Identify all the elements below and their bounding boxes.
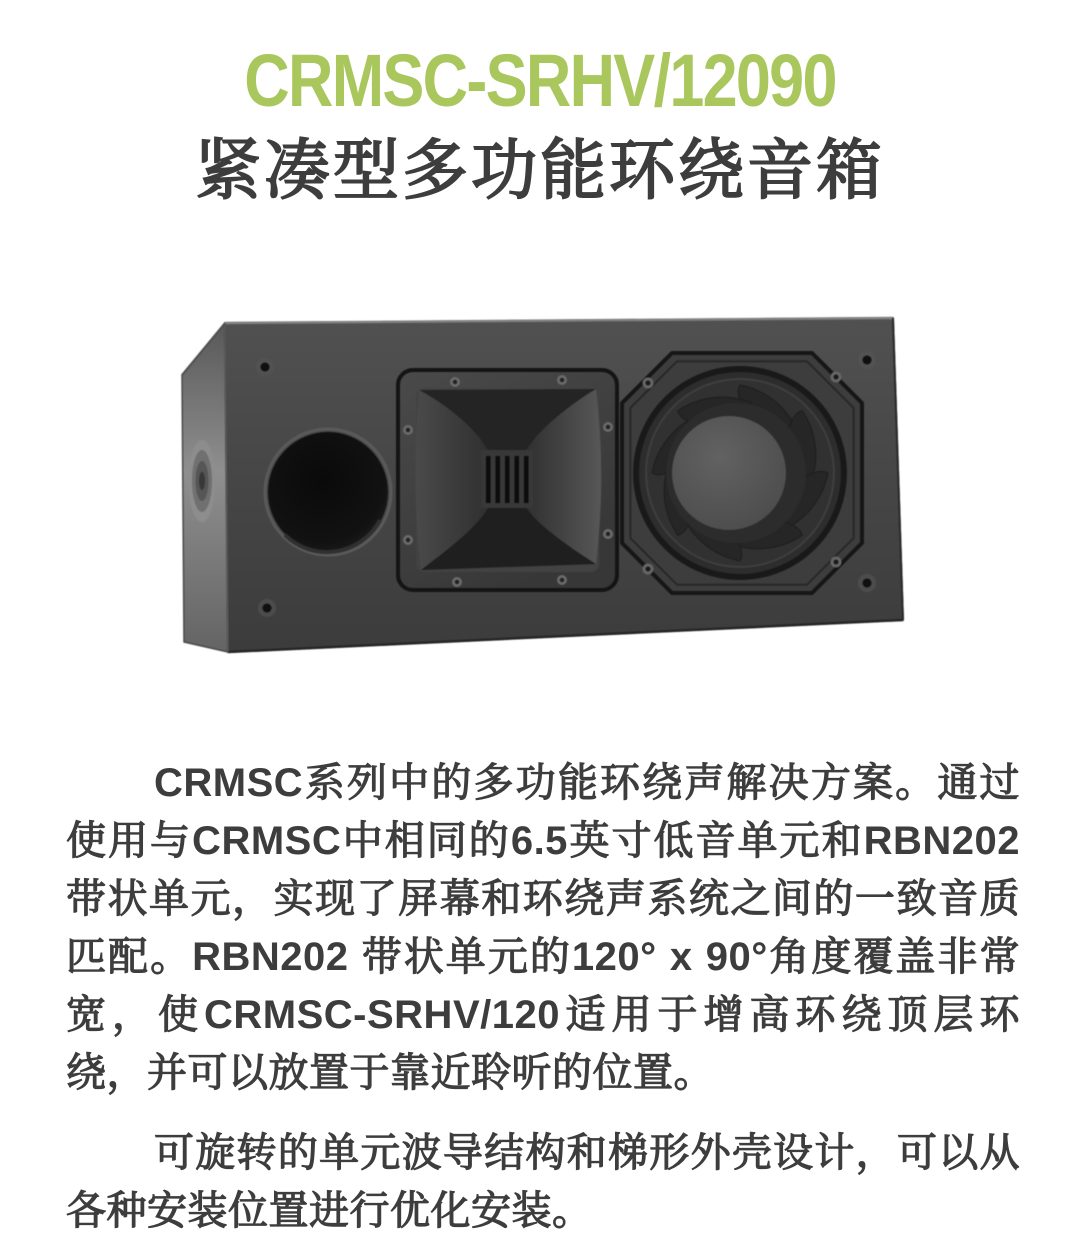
screw-icon <box>258 599 276 617</box>
paragraph-1: CRMSC系列中的多功能环绕声解决方案。通过使用与CRMSC中相同的6.5英寸低音单元和RBN202带状单元，实现了屏幕和环绕声系统之间的一致音质匹配。RBN202 带状单元的120° x 90°角度覆盖非常宽，使CRMSC-SRHV/120适用于增高环绕顶层环绕，并可以放置于靠近聆听的位置。 <box>66 761 1020 1095</box>
speaker-photo <box>170 290 910 690</box>
product-model-title: CRMSC-SRHV/12090 <box>244 39 836 122</box>
screw-icon <box>256 358 274 376</box>
screw-icon <box>858 574 876 592</box>
ribbon-tweeter-waveguide <box>398 370 617 590</box>
woofer <box>622 353 862 593</box>
paragraph-2: 可旋转的单元波导结构和梯形外壳设计，可以从各种安装位置进行优化安装。 <box>66 1131 1020 1233</box>
ribbon-grille <box>481 450 533 508</box>
description-text <box>66 754 1020 1256</box>
product-name-subtitle: 紧凑型多功能环绕音箱 <box>195 133 885 207</box>
dust-cap <box>672 416 786 530</box>
screw-icon <box>858 351 876 369</box>
bass-reflex-port <box>265 429 391 555</box>
speaker-illustration <box>170 290 910 690</box>
pole-mount <box>189 440 216 522</box>
